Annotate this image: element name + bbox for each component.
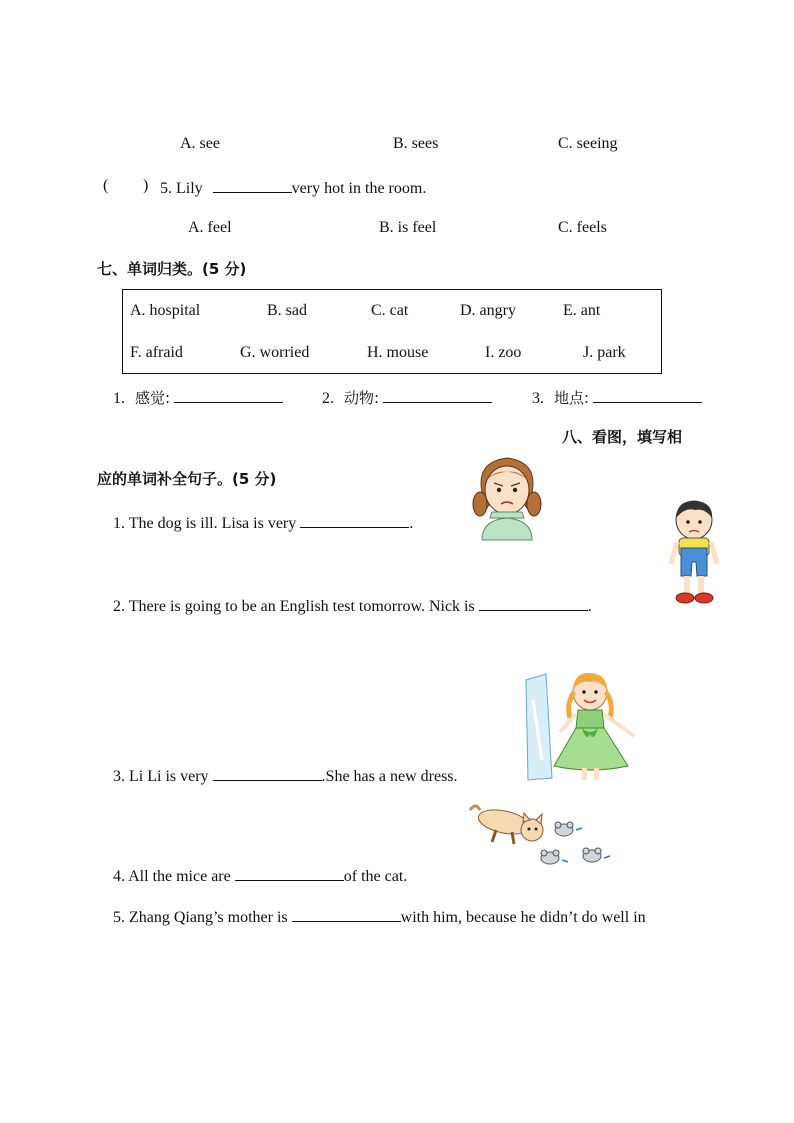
sentence-text-before: 1. The dog is ill. Lisa is very <box>113 515 297 532</box>
category-animals <box>322 386 492 409</box>
sentence-text-after: of the cat. <box>343 868 408 885</box>
category-num: 2. <box>322 390 334 407</box>
q5-text-after: very hot in the room. <box>291 180 427 197</box>
sentence-blank[interactable] <box>292 905 401 922</box>
q5-paren-close: ) <box>143 177 149 194</box>
category-blank[interactable] <box>593 386 702 403</box>
sentence-text-after: with him, because he didn’t do well in <box>400 909 646 926</box>
section7-title: 七、单词归类。(5 分) <box>97 260 247 278</box>
q5-option-b: B. is feel <box>379 219 437 236</box>
sentence-1 <box>113 511 413 534</box>
sentence-blank[interactable] <box>300 511 409 528</box>
sentence-text-before: 3. Li Li is very <box>113 768 209 785</box>
sentence-text-before: 4. All the mice are <box>113 868 231 885</box>
sad-girl-illustration <box>468 452 546 540</box>
sentence-text-before: 2. There is going to be an English test tomorrow. Nick is <box>113 598 475 615</box>
word-d: D. angry <box>460 302 516 319</box>
q4-option-c: C. seeing <box>558 135 618 152</box>
word-g: G. worried <box>240 344 310 361</box>
word-h: H. mouse <box>367 344 429 361</box>
q5-text-before: 5. Lily <box>160 180 203 197</box>
section8-title-part1: 八、看图，填写相 <box>562 428 683 446</box>
word-j: J. park <box>583 344 626 361</box>
happy-girl-mirror-illustration <box>524 670 638 782</box>
category-feelings <box>113 386 283 409</box>
sentence-5 <box>113 905 646 928</box>
category-blank[interactable] <box>174 386 283 403</box>
sentence-blank[interactable] <box>235 864 344 881</box>
q5-paren-open: ( <box>103 177 109 194</box>
worried-boy-illustration <box>665 498 723 608</box>
word-b: B. sad <box>267 302 307 319</box>
cat-chasing-mice-illustration <box>466 800 612 880</box>
word-a: A. hospital <box>130 302 201 319</box>
sentence-blank[interactable] <box>213 764 322 781</box>
category-label: 地点: <box>554 389 590 407</box>
sentence-text-after: . <box>587 598 592 615</box>
q5-option-a: A. feel <box>188 219 232 236</box>
sentence-4 <box>113 864 407 887</box>
category-label: 感觉: <box>135 389 171 407</box>
category-places <box>532 386 702 409</box>
q4-option-a: A. see <box>180 135 220 152</box>
category-label: 动物: <box>344 389 380 407</box>
word-e: E. ant <box>563 302 601 319</box>
sentence-2 <box>113 594 592 617</box>
sentence-blank[interactable] <box>479 594 588 611</box>
q5-question <box>160 176 426 199</box>
sentence-text-before: 5. Zhang Qiang’s mother is <box>113 909 288 926</box>
sentence-text-after: . <box>409 515 414 532</box>
category-num: 1. <box>113 390 125 407</box>
word-f: F. afraid <box>130 344 183 361</box>
category-num: 3. <box>532 390 544 407</box>
word-c: C. cat <box>371 302 409 319</box>
q5-blank[interactable] <box>213 176 292 193</box>
q5-option-c: C. feels <box>558 219 607 236</box>
q4-option-b: B. sees <box>393 135 439 152</box>
sentence-text-after: .She has a new dress. <box>321 768 458 785</box>
sentence-3 <box>113 764 458 787</box>
section8-title-part2: 应的单词补全句子。(5 分) <box>97 470 277 488</box>
category-blank[interactable] <box>383 386 492 403</box>
word-i: I. zoo <box>485 344 522 361</box>
